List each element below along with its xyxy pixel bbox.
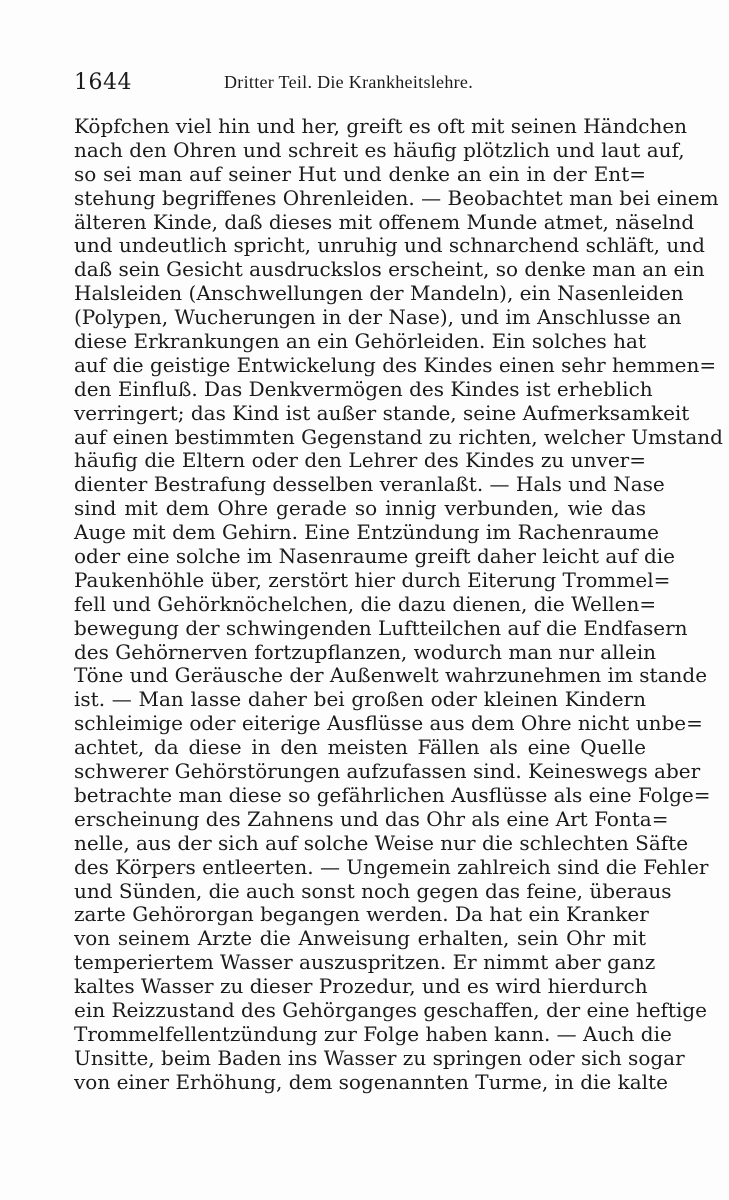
text-line: von einer Erhöhung, dem sogenannten Turme, in die kalte bbox=[74, 1069, 668, 1094]
text-line: verringert; das Kind ist außer stande, seine Aufmerksamkeit bbox=[74, 400, 690, 425]
text-line: diese Erkrankungen an ein Gehörleiden. Ein solches hat bbox=[74, 329, 647, 354]
text-line: schleimige oder eiterige Ausflüsse aus dem Ohre nicht unbe= bbox=[74, 711, 703, 736]
text-line: und Sünden, die auch sonst noch gegen das feine, überaus bbox=[74, 878, 672, 903]
text-line: fell und Gehörknöchelchen, die dazu dienen, die Wellen= bbox=[74, 591, 657, 616]
text-line: stehung begriffenes Ohrenleiden. — Beobachtet man bei einem bbox=[74, 185, 719, 210]
page-header bbox=[74, 70, 654, 96]
text-line: bewegung der schwingenden Luftteilchen auf die Endfasern bbox=[74, 615, 688, 640]
text-line: (Polypen, Wucherungen in der Nase), und im Anschlusse an bbox=[74, 305, 682, 330]
text-line: Trommelfellentzündung zur Folge haben kann. — Auch die bbox=[74, 1021, 672, 1046]
page-number: 1644 bbox=[74, 70, 132, 95]
text-line: Auge mit dem Gehirn. Eine Entzündung im Rachenraume bbox=[74, 520, 660, 545]
text-line: Töne und Geräusche der Außenwelt wahrzunehmen im stande bbox=[74, 663, 708, 688]
text-line: ist. — Man lasse daher bei großen oder kleinen Kindern bbox=[74, 687, 646, 712]
text-line: temperiertem Wasser auszuspritzen. Er nimmt aber ganz bbox=[74, 950, 656, 975]
text-line: Paukenhöhle über, zerstört hier durch Eiterung Trommel= bbox=[74, 567, 671, 592]
text-line: Köpfchen viel hin und her, greift es oft mit seinen Händchen bbox=[74, 114, 688, 138]
text-line: häufig die Eltern oder den Lehrer des Kindes zu unver= bbox=[74, 448, 646, 473]
text-line: achtet, da diese in den meisten Fällen als eine Quelle bbox=[74, 735, 646, 760]
text-line: den Einfluß. Das Denkvermögen des Kindes ist erheblich bbox=[74, 376, 653, 401]
text-line: auf die geistige Entwickelung des Kindes einen sehr hemmen= bbox=[74, 352, 717, 377]
text-line: betrachte man diese so gefährlichen Ausflüsse als eine Folge= bbox=[74, 782, 711, 807]
text-line: zarte Gehörorgan begangen werden. Da hat ein Kranker bbox=[74, 902, 649, 927]
text-line: erscheinung des Zahnens und das Ohr als eine Art Fonta= bbox=[74, 806, 669, 831]
text-line: nelle, aus der sich auf solche Weise nur die schlechten Säfte bbox=[74, 830, 689, 855]
running-head: Dritter Teil. Die Krankheitslehre. bbox=[224, 72, 474, 92]
text-line: Unsitte, beim Baden ins Wasser zu springen oder sich sogar bbox=[74, 1045, 685, 1070]
text-line: ein Reizzustand des Gehörganges geschaffen, der eine heftige bbox=[74, 997, 708, 1022]
text-line: so sei man auf seiner Hut und denke an ein in der Ent= bbox=[74, 161, 646, 186]
text-line: dienter Bestrafung desselben veranlaßt. — Hals und Nase bbox=[74, 472, 665, 497]
text-line: des Körpers entleerten. — Ungemein zahlreich sind die Fehler bbox=[74, 854, 709, 879]
text-line: nach den Ohren und schreit es häufig plötzlich und laut auf, bbox=[74, 137, 685, 162]
text-line: schwerer Gehörstörungen aufzufassen sind. Keineswegs aber bbox=[74, 759, 701, 784]
body-text bbox=[74, 114, 723, 1095]
text-line: daß sein Gesicht ausdruckslos erscheint, so denke man an ein bbox=[74, 257, 705, 282]
text-line: und undeutlich spricht, unruhig und schnarchend schläft, und bbox=[74, 233, 705, 258]
text-line: des Gehörnerven fortzupflanzen, wodurch man nur allein bbox=[74, 639, 657, 664]
text-line: auf einen bestimmten Gegenstand zu richten, welcher Umstand bbox=[74, 424, 723, 449]
text-line: kaltes Wasser zu dieser Prozedur, und es wird hierdurch bbox=[74, 974, 648, 999]
text-line: sind mit dem Ohre gerade so innig verbunden, wie das bbox=[74, 496, 646, 521]
text-line: oder eine solche im Nasenraume greift daher leicht auf die bbox=[74, 544, 675, 569]
text-line: Halsleiden (Anschwellungen der Mandeln), ein Nasenleiden bbox=[74, 281, 684, 306]
text-line: von seinem Arzte die Anweisung erhalten, sein Ohr mit bbox=[74, 926, 646, 951]
text-line: älteren Kinde, daß dieses mit offenem Munde atmet, näselnd bbox=[74, 209, 695, 234]
